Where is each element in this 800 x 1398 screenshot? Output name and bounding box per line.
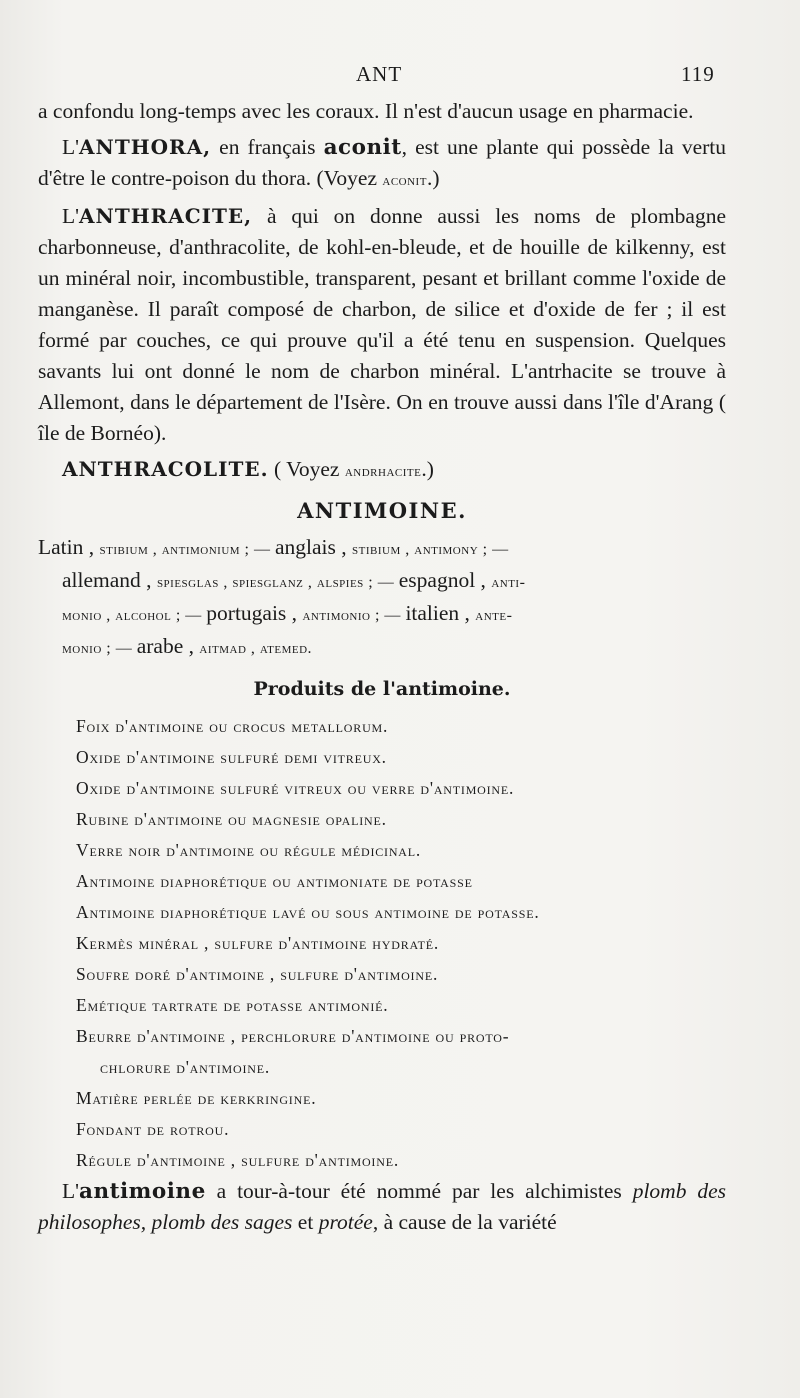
anthracolite-text-1: ( Voyez bbox=[268, 457, 345, 481]
list-item: Fondant de rotrou. bbox=[76, 1119, 230, 1139]
antimoine-italic-2: protée bbox=[318, 1210, 373, 1234]
list-item: Oxide d'antimoine sulfuré vitreux ou verre d'antimoine. bbox=[76, 778, 515, 798]
body-text bbox=[38, 96, 726, 1238]
list-item: Oxide d'antimoine sulfuré demi vitreux. bbox=[76, 747, 387, 767]
anthracolite-text-2: .) bbox=[421, 457, 434, 481]
list-item: Rubine d'antimoine ou magnesie opaline. bbox=[76, 809, 387, 829]
antimoine-text-1: a tour-à-tour été nommé par les alchimistes bbox=[205, 1179, 633, 1203]
anthora-text-1: en français bbox=[211, 135, 324, 159]
names-portuguese: antimonio ; — bbox=[302, 607, 406, 624]
names-arabic: aitmad , atemed. bbox=[199, 640, 313, 657]
antimoine-prefix: L' bbox=[62, 1179, 80, 1203]
anthracite-text: à qui on donne aussi les noms de plombagne charbonneuse, d'anthracolite, de kohl-en-bleude, et de houille de kilkenny, est un minéral noir, incombustible, transparent, pesant et brillant comme l'oxide de manganèse. Il paraît composé de charbon, de silice et d'oxide de fer ; il est formé par couches, ce qui prouve qu'il a été tenu en suspension. Quelques savants lui ont donné le nom de charbon minéral. L'antrhacite se trouve à Allemont, dans le département de l'Isère. On en trouve aussi dans l'île d'Arang ( île de Bornéo). bbox=[38, 204, 726, 445]
list-item: Soufre doré d'antimoine , sulfure d'antimoine. bbox=[76, 964, 439, 984]
list-item: Foix d'antimoine ou crocus metallorum. bbox=[76, 716, 389, 736]
anthora-prefix: L' bbox=[62, 135, 80, 159]
term-anthracolite: ANTHRACOLITE. bbox=[62, 457, 269, 481]
paragraph-anthracite bbox=[38, 201, 726, 449]
list-item: Antimoine diaphorétique lavé ou sous antimoine de potasse. bbox=[76, 902, 540, 922]
antimoine-italic-1: plomb des philosophes, plomb des sages bbox=[38, 1179, 726, 1234]
cross-ref-andrhacite: andrhacite bbox=[344, 463, 422, 480]
term-antimoine: antimoine bbox=[79, 1179, 206, 1204]
names-italian-rest: monio ; — bbox=[62, 640, 137, 657]
term-anthora: ANTHORA, bbox=[79, 135, 212, 159]
lang-arabic: arabe , bbox=[136, 634, 200, 658]
paragraph-antimoine bbox=[38, 1176, 726, 1238]
list-item: Matière perlée de kerkringine. bbox=[76, 1088, 317, 1108]
lang-italian: italien , bbox=[405, 601, 476, 625]
list-item: Kermès minéral , sulfure d'antimoine hydraté. bbox=[76, 933, 440, 953]
lang-german: allemand , bbox=[62, 568, 157, 592]
paragraph-intro: a confondu long-temps avec les coraux. Il n'est d'aucun usage en pharmacie. bbox=[38, 99, 694, 123]
lang-latin: Latin , bbox=[38, 535, 100, 559]
names-english: stibium , antimony ; — bbox=[352, 541, 509, 558]
list-item-continuation: chlorure d'antimoine. bbox=[100, 1057, 271, 1077]
products-list bbox=[38, 711, 726, 1176]
list-item: Emétique tartrate de potasse antimonié. bbox=[76, 995, 389, 1015]
term-anthracite: ANTHRACITE, bbox=[79, 204, 253, 228]
synonyms-line-1 bbox=[38, 532, 726, 565]
paragraph-anthora bbox=[38, 132, 726, 196]
page-number: 119 bbox=[681, 62, 715, 86]
list-item: Antimoine diaphorétique ou antimoniate de potasse bbox=[76, 871, 473, 891]
names-italian-part: ante- bbox=[475, 607, 513, 624]
lang-english: anglais , bbox=[275, 535, 353, 559]
list-item-text: Beurre d'antimoine , perchlorure d'antimoine ou proto- bbox=[76, 1026, 510, 1046]
anthora-text-3: .) bbox=[426, 166, 440, 190]
section-title-antimoine: ANTIMOINE. bbox=[297, 498, 467, 523]
synonyms-line-4 bbox=[38, 631, 726, 664]
lang-portuguese: portugais , bbox=[206, 601, 303, 625]
list-item-beurre bbox=[38, 1021, 726, 1083]
anthracite-prefix: L' bbox=[62, 204, 80, 228]
running-title: ANT bbox=[356, 62, 403, 86]
anthora-text-2: , est une plante qui possède la vertu d'être le contre-poison du thora. (Voyez bbox=[38, 135, 726, 190]
synonyms-block bbox=[38, 532, 726, 664]
synonyms-line-3 bbox=[38, 598, 726, 631]
term-aconit: aconit bbox=[323, 135, 402, 160]
running-header bbox=[0, 62, 800, 92]
names-spanish-part: anti- bbox=[491, 574, 526, 591]
list-item: Régule d'antimoine , sulfure d'antimoine. bbox=[76, 1150, 399, 1170]
synonyms-line-2 bbox=[38, 565, 726, 598]
lang-spanish: espagnol , bbox=[398, 568, 492, 592]
cross-ref-aconit: aconit bbox=[382, 172, 427, 189]
names-spanish-rest: monio , alcohol ; — bbox=[62, 607, 207, 624]
list-item: Verre noir d'antimoine ou régule médicinal. bbox=[76, 840, 422, 860]
names-german: spiesglas , spiesglanz , alspies ; — bbox=[156, 574, 399, 591]
antimoine-text-2: et bbox=[292, 1210, 319, 1234]
paragraph-anthracolite bbox=[38, 454, 726, 487]
names-latin: stibium , antimonium ; — bbox=[99, 541, 275, 558]
antimoine-text-3: , à cause de la variété bbox=[372, 1210, 557, 1234]
products-heading: Produits de l'antimoine. bbox=[253, 678, 511, 700]
